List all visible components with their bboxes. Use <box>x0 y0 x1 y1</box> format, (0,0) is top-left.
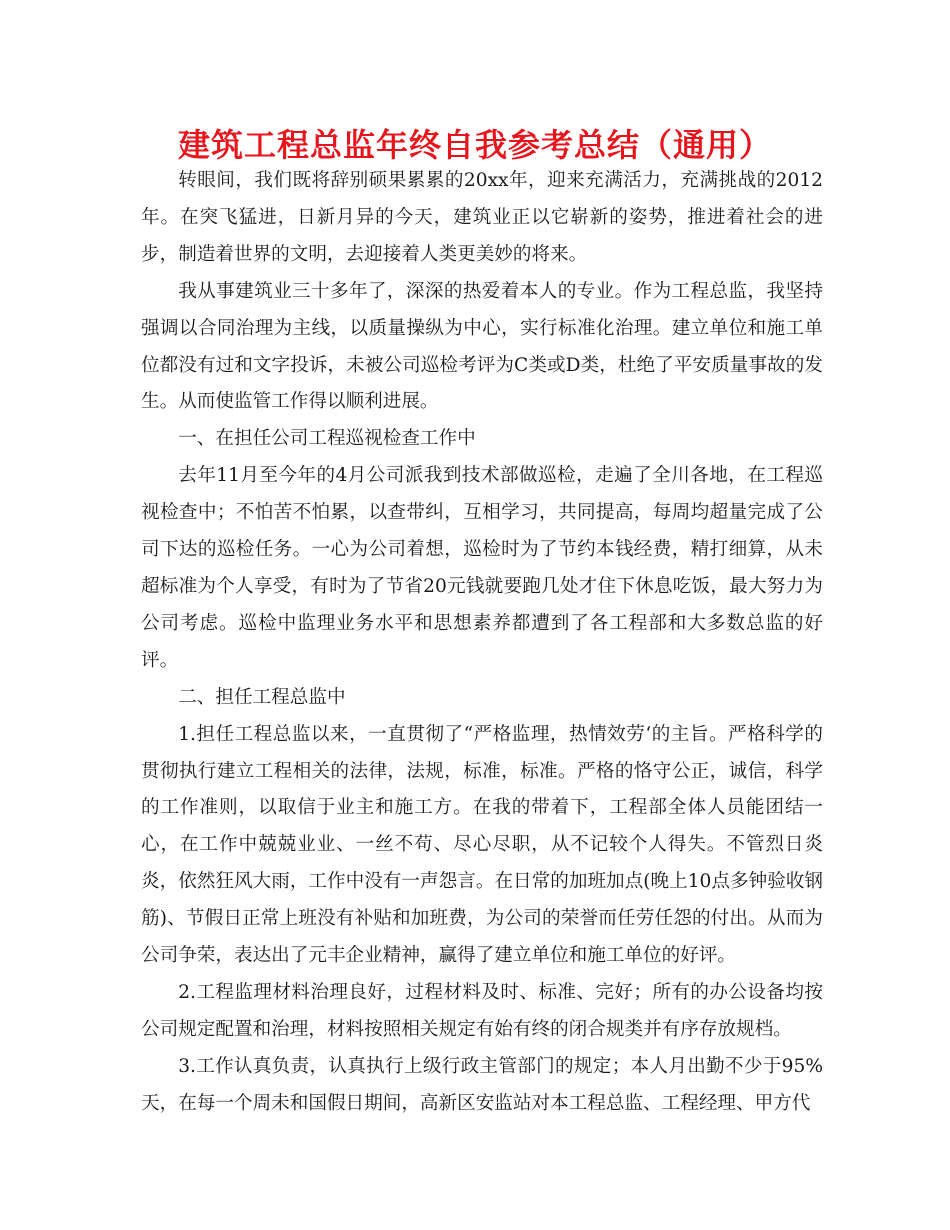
paragraph-inspection: 去年11月至今年的4月公司派我到技术部做巡检，走遍了全川各地，在工程巡视检查中；不怕苦不怕累，以查带纠，互相学习，共同提高，每周均超量完成了公司下达的巡检任务。一心为公司着想，巡检时为了节约本钱经费，精打细算，从未超标准为个人享受，有时为了节省20元钱就要跑几处才住下休息吃饭，最大努力为公司考虑。巡检中监理业务水平和思想素养都遭到了各工程部和大多数总监的好评。 <box>141 465 823 671</box>
document-body <box>141 163 823 1123</box>
paragraph-item-1: 1.担任工程总监以来，一直贯彻了“严格监理，热情效劳‘的主旨。严格科学的贯彻执行建立工程相关的法律，法规，标准，标准。严格的恪守公正，诚信，科学的工作准则，以取信于业主和施工方。在我的带着下，工程部全体人员能团结一心，在工作中兢兢业业、一丝不苟、尽心尽职，从不记较个人得失。不管烈日炎炎，依然狂风大雨，工作中没有一声怨言。在日常的加班加点(晚上10点多钟验收钢筋)、节假日正常上班没有补贴和加班费，为公司的荣誉而任劳任怨的付出。从而为公司争荣，表达出了元丰企业精神，赢得了建立单位和施工单位的好评。 <box>141 723 823 967</box>
document-title: 建筑工程总监年终自我参考总结（通用） <box>177 126 772 164</box>
paragraph-career: 我从事建筑业三十多年了，深深的热爱着本人的专业。作为工程总监，我坚持强调以合同治理为主线，以质量操纵为中心，实行标准化治理。建立单位和施工单位都没有过和文字投诉，未被公司巡检考评为C类或D类，杜绝了平安质量事故的发生。从而使监管工作得以顺利进展。 <box>141 280 823 413</box>
paragraph-intro: 转眼间，我们既将辞别硕果累累的20xx年，迎来充满活力，充满挑战的2012年。在突飞猛进，日新月异的今天，建筑业正以它崭新的姿势，推进着社会的进步，制造着世界的文明，去迎接着人类更美妙的将来。 <box>141 170 823 265</box>
paragraph-item-2: 2.工程监理材料治理良好，过程材料及时、标准、完好；所有的办公设备均按公司规定配置和治理，材料按照相关规定有始有终的闭合规类并有序存放规档。 <box>141 981 823 1040</box>
section-heading-chief-supervisor: 二、担任工程总监中 <box>178 686 346 708</box>
paragraph-item-3: 3.工作认真负责，认真执行上级行政主管部门的规定；本人月出勤不少于95%天，在每一个周未和国假日期间，高新区安监站对本工程总监、工程经理、甲方代 <box>141 1055 823 1114</box>
section-heading-inspection: 一、在担任公司工程巡视检查工作中 <box>178 428 476 450</box>
